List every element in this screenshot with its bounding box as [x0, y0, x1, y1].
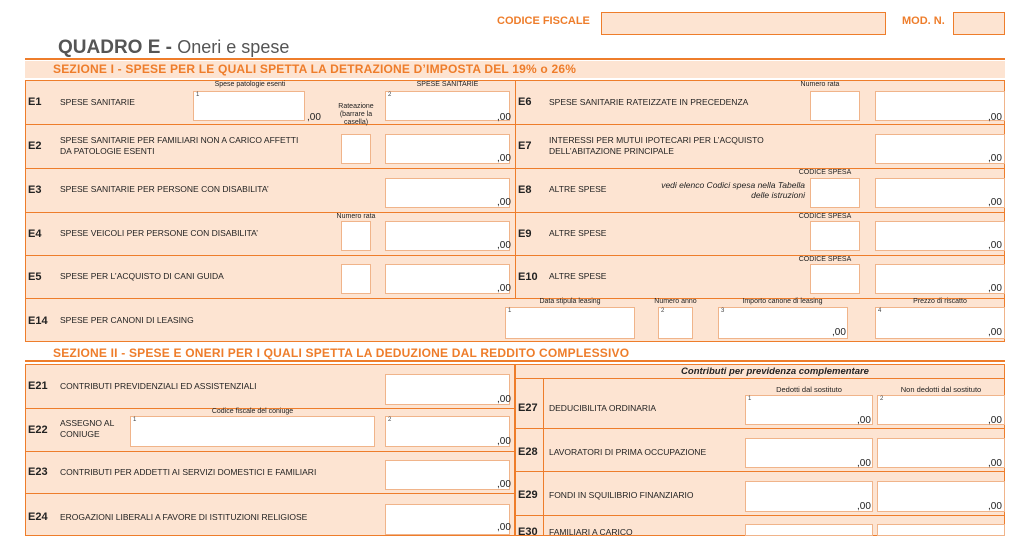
zero-cents: ,00 — [988, 112, 1002, 123]
zero-cents: ,00 — [497, 112, 511, 123]
e6-numero-rata-input[interactable] — [810, 91, 860, 121]
zero-cents: ,00 — [857, 501, 871, 512]
section1-title: SEZIONE I - SPESE PER LE QUALI SPETTA LA DETRAZIONE D’IMPOSTA DEL 19% o 26% — [53, 62, 577, 76]
e10-input[interactable] — [875, 264, 1005, 294]
e27-dedotti-input[interactable] — [745, 395, 873, 425]
zero-cents: ,00 — [497, 153, 511, 164]
e29-dedotti-input[interactable] — [745, 481, 873, 512]
code-e10: E10 — [518, 271, 538, 283]
section2-title: SEZIONE II - SPESE E ONERI PER I QUALI SPETTA LA DEDUZIONE DAL REDDITO COMPLESSIVO — [53, 346, 630, 360]
hdr-non-dedotti: Non dedotti dal sostituto — [900, 385, 982, 394]
zero-cents: ,00 — [497, 240, 511, 251]
e1-sanitarie-input[interactable] — [385, 91, 510, 121]
mod-n-label: MOD. N. — [902, 15, 945, 27]
code-e4: E4 — [28, 228, 42, 240]
field-number: 1 — [196, 92, 200, 98]
column-divider — [543, 378, 544, 536]
code-e22: E22 — [28, 424, 48, 436]
e30-dedotti-input[interactable] — [745, 524, 873, 536]
field-number: 2 — [661, 308, 665, 314]
hdr-importo-canone: Importo canone di leasing — [742, 298, 823, 305]
hdr-rateazione: Rateazione (barrare la casella) — [338, 103, 374, 126]
e9-codice-spesa-input[interactable] — [810, 221, 860, 251]
mod-n-input[interactable] — [953, 12, 1005, 35]
hdr-patologie: Spese patologie esenti — [214, 81, 286, 88]
label-e21: CONTRIBUTI PREVIDENZIALI ED ASSISTENZIALI — [60, 381, 257, 391]
row-divider — [25, 493, 515, 494]
e27-non-dedotti-input[interactable] — [877, 395, 1005, 425]
e5-input[interactable] — [385, 264, 510, 294]
zero-cents: ,00 — [497, 522, 511, 533]
e14-importo-canone-input[interactable] — [718, 307, 848, 339]
code-e21: E21 — [28, 380, 48, 392]
e4-numero-rata-input[interactable] — [341, 221, 371, 251]
e1-patologie-input[interactable] — [193, 91, 305, 121]
divider — [25, 58, 1005, 60]
e22-cf-coniuge-input[interactable] — [130, 416, 375, 447]
label-e8: ALTRE SPESE — [549, 184, 607, 194]
code-e29: E29 — [518, 489, 538, 501]
zero-cents: ,00 — [497, 436, 511, 447]
field-number: 4 — [878, 308, 882, 314]
label-e1: SPESE SANITARIE — [60, 97, 135, 107]
code-e5: E5 — [28, 271, 42, 283]
column-divider — [515, 80, 516, 298]
label-e3: SPESE SANITARIE PER PERSONE CON DISABILITA’ — [60, 184, 269, 194]
code-e27: E27 — [518, 402, 538, 414]
field-number: 1 — [748, 396, 752, 402]
zero-cents: ,00 — [497, 283, 511, 294]
e4-input[interactable] — [385, 221, 510, 251]
page-subtitle: Oneri e spese — [177, 37, 290, 57]
hdr-data-stipula: Data stipula leasing — [539, 298, 601, 305]
label-e28: LAVORATORI DI PRIMA OCCUPAZIONE — [549, 447, 707, 457]
e2-input[interactable] — [385, 134, 510, 164]
label-e14: SPESE PER CANONI DI LEASING — [60, 315, 194, 325]
label-e23: CONTRIBUTI PER ADDETTI AI SERVIZI DOMESTICI E FAMILIARI — [60, 467, 317, 477]
row-divider — [515, 515, 1005, 516]
hdr-dedotti: Dedotti dal sostituto — [776, 385, 842, 394]
hdr-sanitarie: SPESE SANITARIE — [416, 81, 479, 88]
label-e22: ASSEGNO AL CONIUGE — [60, 418, 115, 439]
zero-cents: ,00 — [988, 197, 1002, 208]
row-divider — [515, 471, 1005, 472]
zero-cents: ,00 — [988, 283, 1002, 294]
row-divider — [515, 428, 1005, 429]
label-e27: DEDUCIBILITA ORDINARIA — [549, 403, 657, 413]
hdr-numero-rata-e6: Numero rata — [800, 81, 840, 88]
row-divider — [25, 124, 1005, 125]
divider — [25, 360, 1005, 362]
zero-cents: ,00 — [988, 327, 1002, 338]
e9-input[interactable] — [875, 221, 1005, 251]
codice-fiscale-input[interactable] — [601, 12, 886, 35]
code-e2: E2 — [28, 140, 42, 152]
e22-input[interactable] — [385, 416, 510, 447]
code-e23: E23 — [28, 466, 48, 478]
hdr-prezzo-riscatto: Prezzo di riscatto — [913, 298, 967, 305]
e14-data-stipula-input[interactable] — [505, 307, 635, 339]
label-e5: SPESE PER L’ACQUISTO DI CANI GUIDA — [60, 271, 224, 281]
code-e14: E14 — [28, 315, 48, 327]
e28-non-dedotti-input[interactable] — [877, 438, 1005, 468]
e21-input[interactable] — [385, 374, 510, 405]
e3-input[interactable] — [385, 178, 510, 208]
code-e24: E24 — [28, 511, 48, 523]
row-divider — [515, 378, 1005, 379]
field-number: 2 — [388, 92, 392, 98]
e6-input[interactable] — [875, 91, 1005, 121]
label-e24: EROGAZIONI LIBERALI A FAVORE DI ISTITUZIONI RELIGIOSE — [60, 512, 308, 522]
code-e30: E30 — [518, 526, 538, 538]
zero-cents: ,00 — [857, 415, 871, 426]
zero-cents: ,00 — [497, 197, 511, 208]
e8-input[interactable] — [875, 178, 1005, 208]
zero-cents: ,00 — [307, 112, 321, 123]
e28-dedotti-input[interactable] — [745, 438, 873, 468]
page-title: QUADRO E - Oneri e spese — [58, 37, 290, 58]
e2-rateazione-checkbox[interactable] — [341, 134, 371, 164]
hdr-codice-spesa-e8: CODICE SPESA — [798, 169, 852, 176]
label-e6: SPESE SANITARIE RATEIZZATE IN PRECEDENZA — [549, 97, 749, 107]
hdr-numero-rata-e4: Numero rata — [336, 213, 376, 220]
zero-cents: ,00 — [988, 501, 1002, 512]
codice-fiscale-label: CODICE FISCALE — [497, 15, 590, 27]
label-e29: FONDI IN SQUILIBRIO FINANZIARIO — [549, 490, 694, 500]
row-divider — [25, 451, 515, 452]
e8-codice-spesa-input[interactable] — [810, 178, 860, 208]
field-number: 1 — [508, 308, 512, 314]
field-number: 2 — [880, 396, 884, 402]
label-e7: INTERESSI PER MUTUI IPOTECARI PER L’ACQUISTO DELL’ABITAZIONE PRINCIPALE — [549, 135, 764, 156]
prev-complementare-title: Contributi per previdenza complementare — [681, 366, 869, 377]
label-e9: ALTRE SPESE — [549, 228, 607, 238]
zero-cents: ,00 — [988, 153, 1002, 164]
code-e6: E6 — [518, 96, 532, 108]
code-e8: E8 — [518, 184, 532, 196]
label-e10: ALTRE SPESE — [549, 271, 607, 281]
e30-non-dedotti-input[interactable] — [877, 524, 1005, 536]
e10-codice-spesa-input[interactable] — [810, 264, 860, 294]
zero-cents: ,00 — [832, 327, 846, 338]
zero-cents: ,00 — [988, 458, 1002, 469]
label-e4: SPESE VEICOLI PER PERSONE CON DISABILITA’ — [60, 228, 259, 238]
zero-cents: ,00 — [497, 479, 511, 490]
code-e9: E9 — [518, 228, 532, 240]
zero-cents: ,00 — [988, 415, 1002, 426]
field-number: 2 — [388, 417, 392, 423]
label-e2: SPESE SANITARIE PER FAMILIARI NON A CARICO AFFETTI DA PATOLOGIE ESENTI — [60, 135, 299, 156]
e24-input[interactable] — [385, 504, 510, 535]
e8-note: vedi elenco Codici spesa nella Tabella delle istruzioni — [661, 180, 805, 200]
hdr-numero-anno: Numero anno — [654, 298, 697, 305]
hdr-codice-spesa-e10: CODICE SPESA — [798, 256, 852, 263]
zero-cents: ,00 — [988, 240, 1002, 251]
hdr-codice-spesa-e9: CODICE SPESA — [798, 213, 852, 220]
e23-input[interactable] — [385, 460, 510, 490]
code-e28: E28 — [518, 446, 538, 458]
e5-checkbox[interactable] — [341, 264, 371, 294]
label-e30: FAMILIARI A CARICO — [549, 527, 633, 537]
e14-prezzo-riscatto-input[interactable] — [875, 307, 1005, 339]
zero-cents: ,00 — [497, 394, 511, 405]
e29-non-dedotti-input[interactable] — [877, 481, 1005, 512]
field-number: 1 — [133, 417, 137, 423]
code-e1: E1 — [28, 96, 42, 108]
hdr-cf-coniuge: Codice fiscale del coniuge — [211, 408, 294, 415]
code-e3: E3 — [28, 184, 42, 196]
field-number: 3 — [721, 308, 725, 314]
code-e7: E7 — [518, 140, 532, 152]
zero-cents: ,00 — [857, 458, 871, 469]
e7-input[interactable] — [875, 134, 1005, 164]
